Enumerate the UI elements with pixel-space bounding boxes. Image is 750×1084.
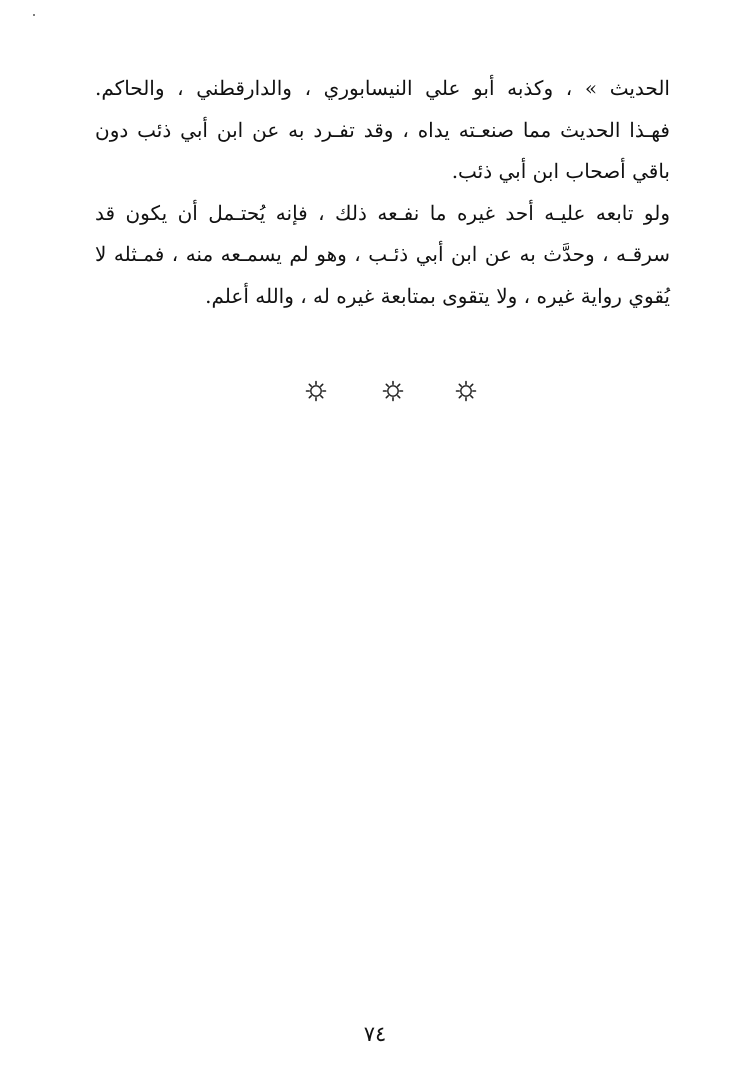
text-line-6: يُقوي رواية غيره ، ولا يتقوى بمتابعة غيره له ، والله أعلم.	[205, 283, 670, 308]
star-burst-ornament-icon	[455, 380, 477, 402]
body-text	[95, 68, 670, 317]
text-line-3: باقي أصحاب ابن أبي ذئب.	[451, 159, 670, 183]
star-burst-ornament-icon	[305, 380, 327, 402]
text-line-4: ولو تابعه عليـه أحد غيره ما نفـعه ذلك ، فإنه يُحتـمل أن يكون قد	[95, 200, 670, 225]
text-line-2: فهـذا الحديث مما صنعـته يداه ، وقد تفـرد به عن ابن أبي ذئب دون	[95, 117, 670, 142]
page-number: ٧٤	[363, 1022, 387, 1046]
section-divider-ornaments	[0, 380, 750, 404]
text-line-5: سرقـه ، وحدَّث به عن ابن أبي ذئـب ، وهو لم يسمـعه منه ، فمـثله لا	[95, 242, 670, 266]
text-line-1: الحديث » ، وكذبه أبو علي النيسابوري ، والدارقطني ، والحاكم.	[95, 76, 670, 100]
star-burst-ornament-icon	[382, 380, 404, 402]
scan-speck	[33, 14, 35, 16]
